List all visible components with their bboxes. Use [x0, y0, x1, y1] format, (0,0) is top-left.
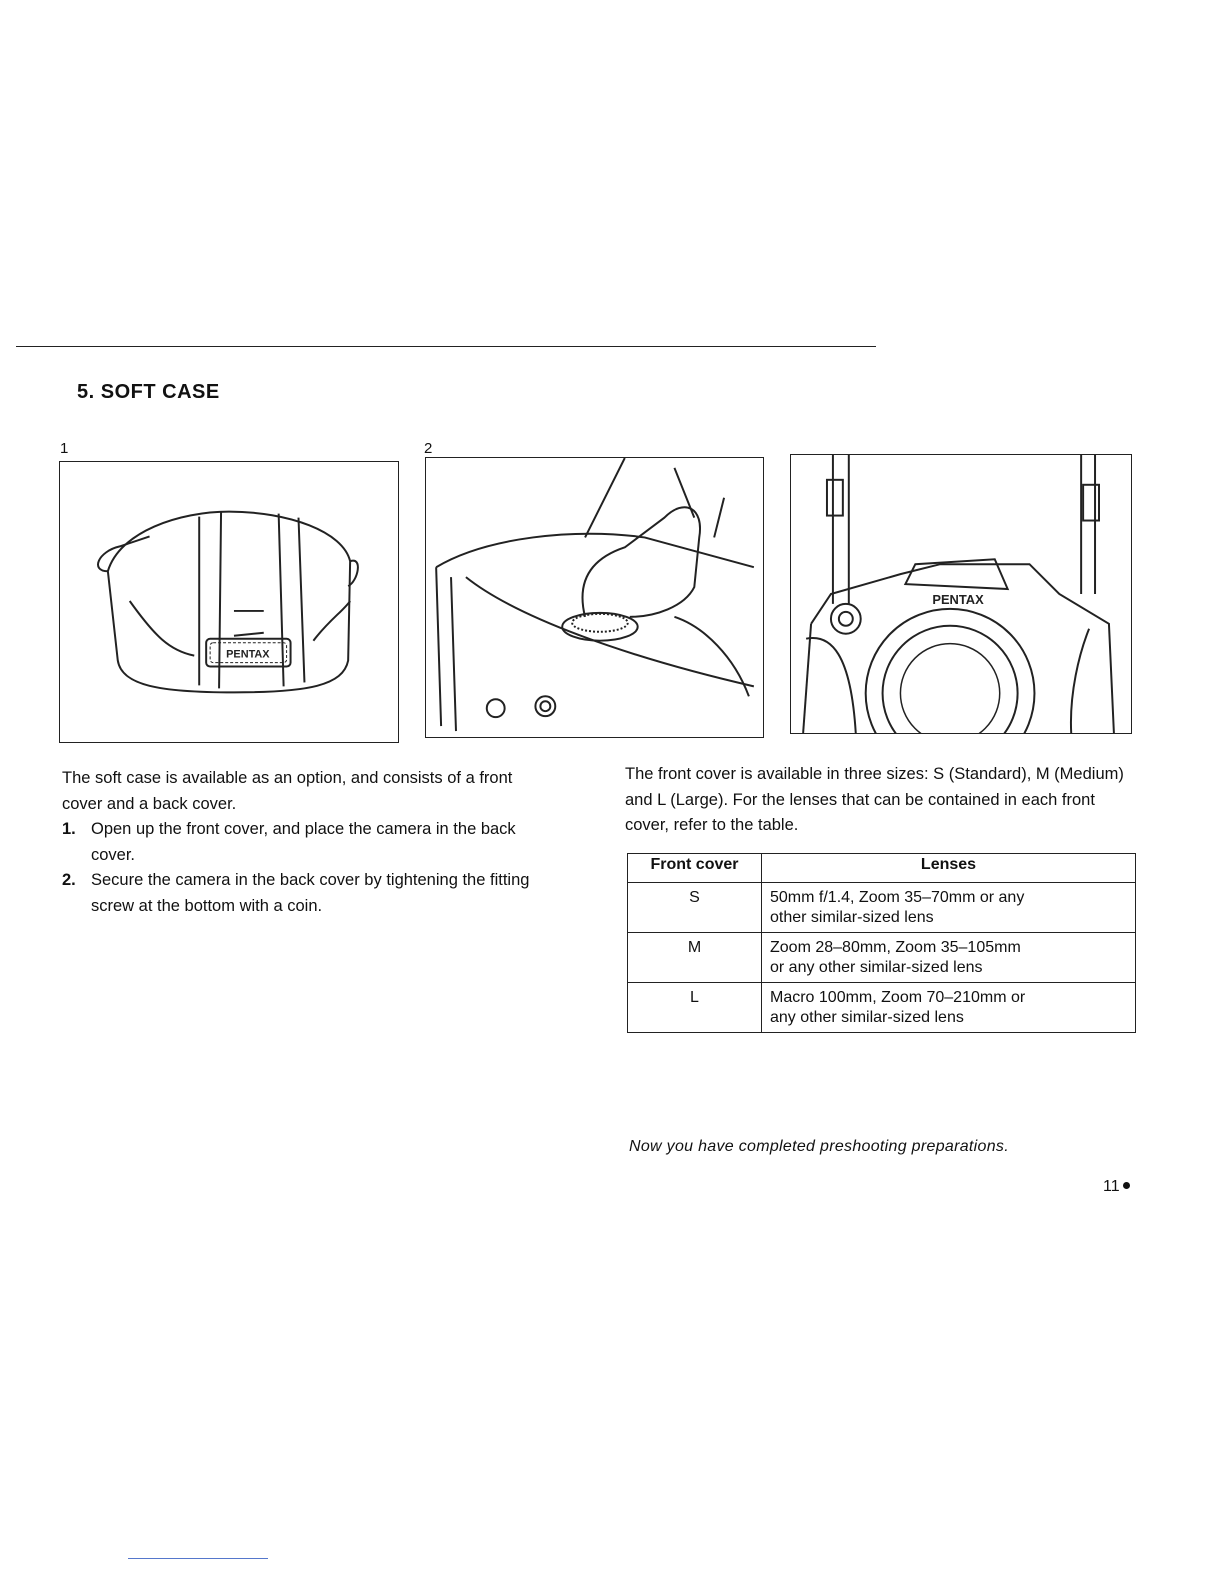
- figure-1-number: 1: [60, 440, 69, 457]
- page-number: 11: [1103, 1178, 1130, 1196]
- header-lenses: Lenses: [762, 854, 1136, 883]
- sizes-paragraph: The front cover is available in three sizes: S (Standard), M (Medium) and L (Large). For the lenses that can be contained in each front cover, refer to the table.: [625, 765, 1124, 834]
- size-cell: S: [628, 883, 762, 933]
- size-cell: M: [628, 933, 762, 983]
- camera-in-case-illustration: [790, 454, 1132, 734]
- front-cover-table: [627, 853, 1136, 1033]
- size-cell: L: [628, 983, 762, 1033]
- lenses-cell: Macro 100mm, Zoom 70–210mm or any other similar-sized lens: [762, 983, 1136, 1033]
- case-logo: PENTAX: [226, 648, 270, 661]
- left-column: [62, 766, 542, 919]
- bottom-link-line: [128, 1558, 268, 1559]
- top-divider: [16, 346, 876, 347]
- lenses-cell: Zoom 28–80mm, Zoom 35–105mm or any other similar-sized lens: [762, 933, 1136, 983]
- table-row: [628, 983, 1136, 1033]
- step-number: 2.: [62, 871, 76, 889]
- list-item: [62, 817, 542, 868]
- soft-case-illustration: [59, 461, 399, 743]
- step-number: 1.: [62, 820, 76, 838]
- fitting-screw-illustration: [425, 457, 764, 738]
- right-column: [625, 762, 1125, 839]
- lenses-cell: 50mm f/1.4, Zoom 35–70mm or any other similar-sized lens: [762, 883, 1136, 933]
- table-header-row: [628, 854, 1136, 883]
- steps-list: [62, 817, 542, 919]
- bullet-icon: [1123, 1182, 1130, 1189]
- camera-logo: PENTAX: [932, 591, 984, 607]
- intro-paragraph: The soft case is available as an option, and consists of a front cover and a back cover.: [62, 769, 513, 813]
- table-row: [628, 883, 1136, 933]
- header-front-cover: Front cover: [628, 854, 762, 883]
- list-item: [62, 868, 542, 919]
- closing-note: Now you have completed preshooting preparations.: [629, 1138, 1009, 1155]
- step-text: Open up the front cover, and place the camera in the back cover.: [91, 820, 516, 864]
- figure-2-number: 2: [424, 440, 433, 457]
- step-text: Secure the camera in the back cover by tightening the fitting screw at the bottom with a coin.: [91, 871, 530, 915]
- table-row: [628, 933, 1136, 983]
- section-title: 5. SOFT CASE: [77, 381, 220, 403]
